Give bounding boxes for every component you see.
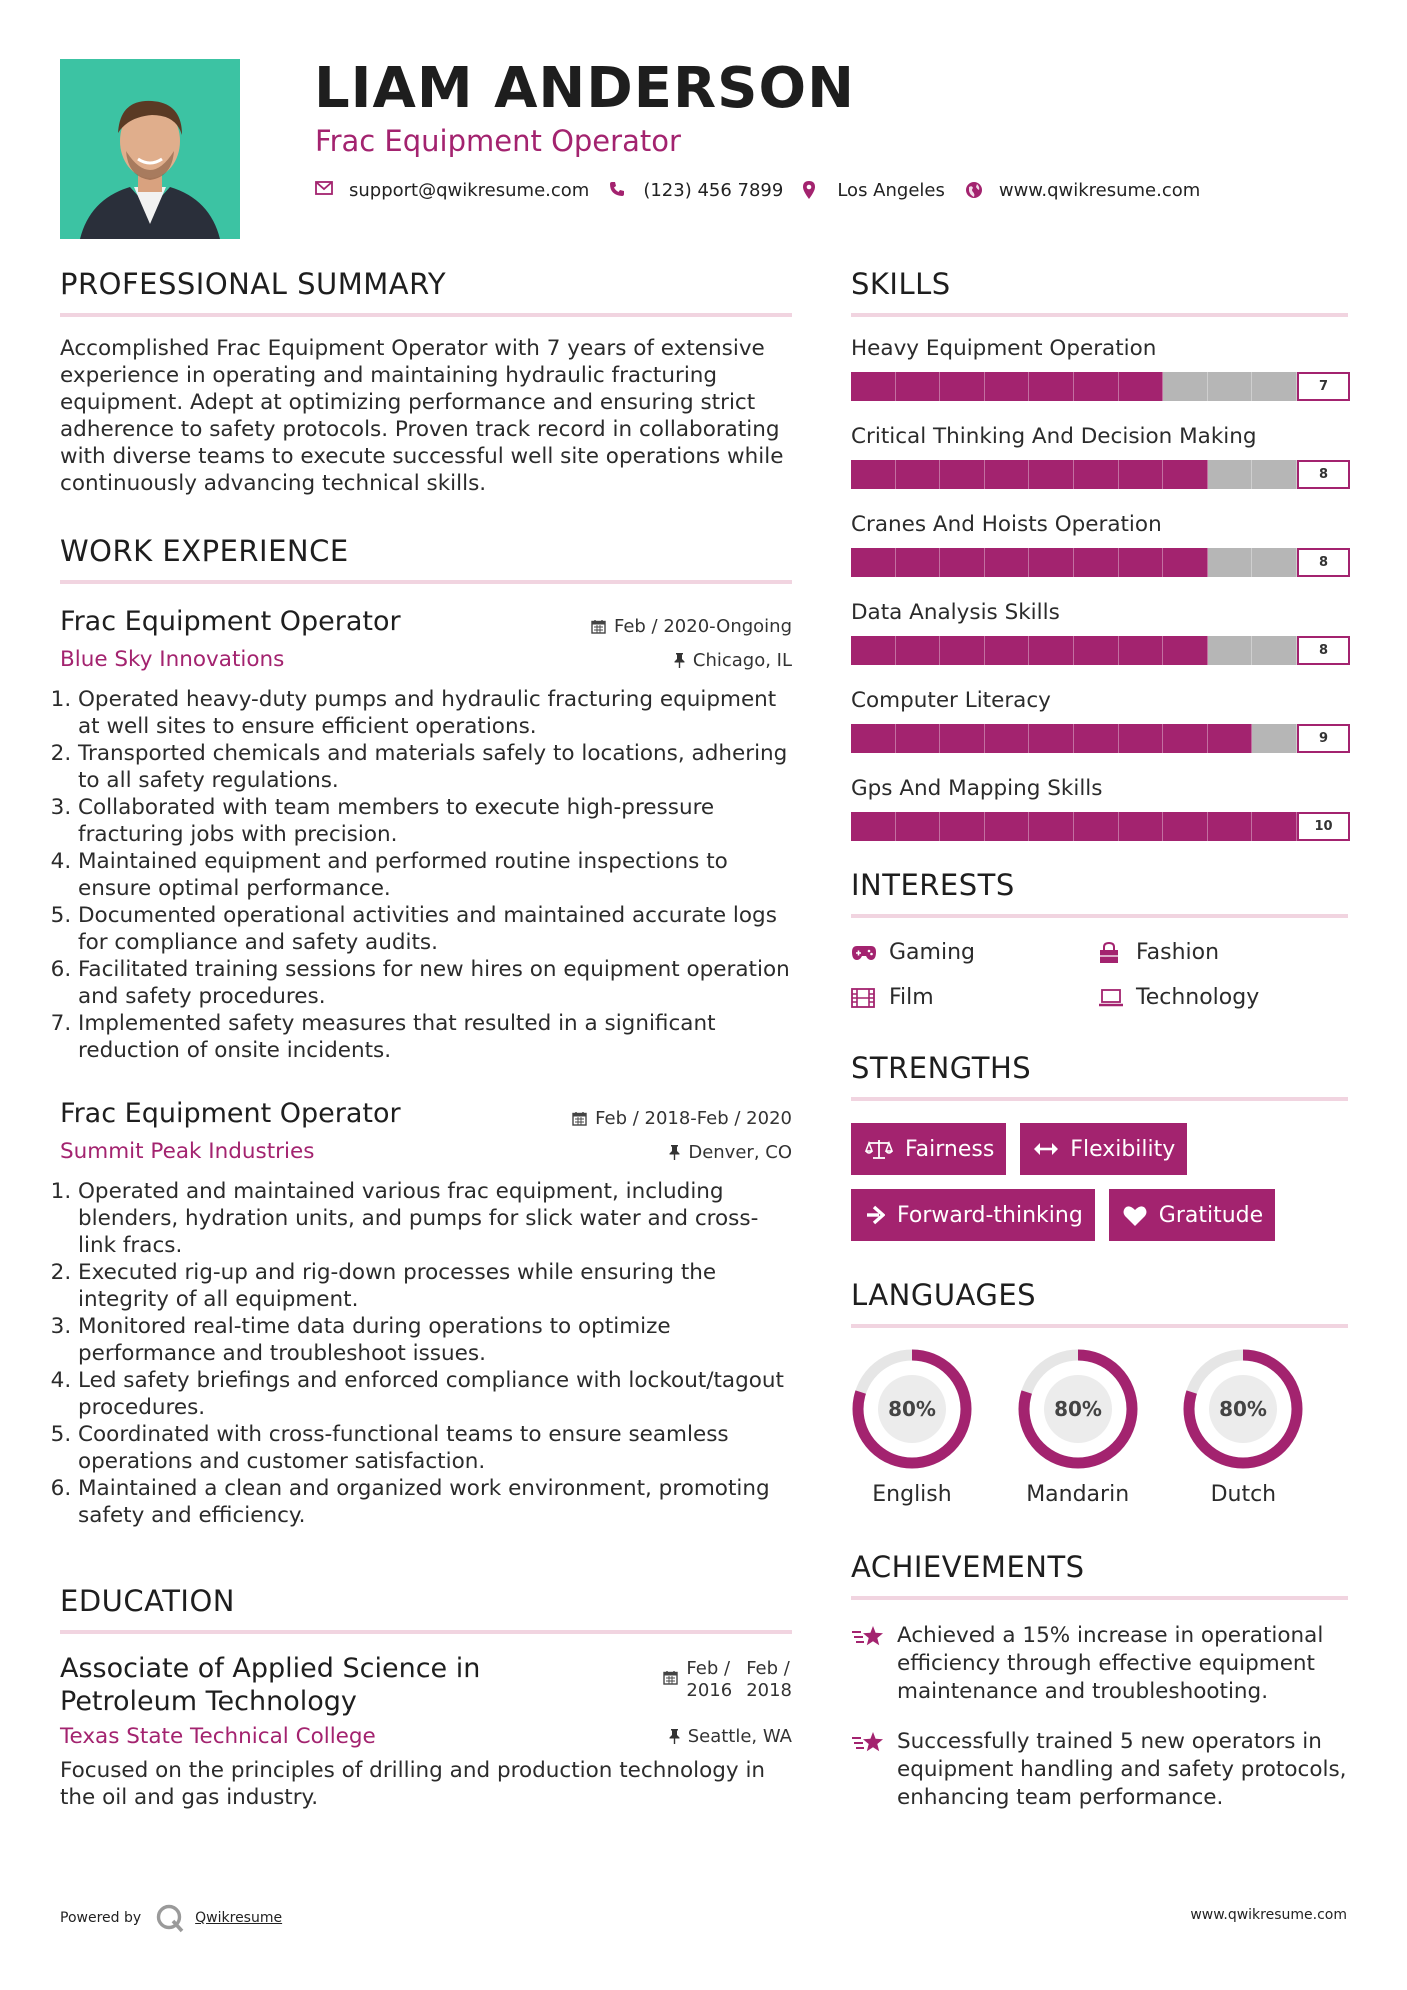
- education-section: [60, 1584, 792, 1811]
- section-divider: [851, 1097, 1348, 1101]
- strength-label: Flexibility: [1070, 1136, 1176, 1162]
- skill-bar: [851, 372, 1329, 401]
- skill-level-badge: 8: [1297, 636, 1350, 665]
- list-item: 7. Implemented safety measures that resulted in a significant reduction of onsite incidents.: [78, 1010, 792, 1064]
- education-start-month: Feb /: [686, 1658, 731, 1679]
- skill-label: Gps And Mapping Skills: [851, 776, 1103, 801]
- section-divider: [851, 1596, 1348, 1600]
- job-date-text: Feb / 2020-Ongoing: [613, 616, 792, 637]
- heart-icon: [1123, 1205, 1147, 1226]
- skill-label: Data Analysis Skills: [851, 600, 1060, 625]
- degree-line-1: Associate of Applied Science in: [60, 1653, 481, 1684]
- list-item: 5. Coordinated with cross-functional teams to ensure seamless operations and customer satisfaction.: [78, 1421, 792, 1475]
- skill-level-badge: 10: [1297, 812, 1350, 841]
- achievement-text: Achieved a 15% increase in operational efficiency through effective equipment maintenance and troubleshooting.: [897, 1623, 1324, 1704]
- pushpin-icon: [669, 1729, 680, 1744]
- contact-phone[interactable]: [609, 180, 783, 201]
- education-end: [746, 1658, 792, 1702]
- laptop-icon: [1098, 989, 1126, 1007]
- section-divider: [60, 313, 792, 317]
- section-divider: [60, 580, 792, 584]
- strength-label: Fairness: [905, 1136, 995, 1162]
- interests-grid: [851, 940, 1348, 1010]
- language-item: [1182, 1348, 1348, 1507]
- job-entry: [60, 1098, 792, 1529]
- email-text: support@qwikresume.com: [349, 180, 590, 201]
- language-percent: 80%: [1053, 1397, 1102, 1421]
- arrow-right-icon: [865, 1205, 885, 1225]
- section-divider: [851, 313, 1348, 317]
- contact-bar: [315, 180, 1220, 201]
- summary-section: [60, 267, 792, 497]
- job-bullets: [60, 686, 792, 1064]
- contact-website[interactable]: [965, 180, 1200, 201]
- list-item: 3. Collaborated with team members to execute high-pressure fracturing jobs with precision.: [78, 794, 792, 848]
- calendar-icon: [591, 619, 606, 634]
- list-item: 4. Maintained equipment and performed routine inspections to ensure optimal performance.: [78, 848, 792, 902]
- skill-item: [851, 511, 1348, 577]
- calendar-icon: [572, 1111, 587, 1126]
- map-marker-icon: [803, 181, 823, 201]
- achievement-text: Successfully trained 5 new operators in equipment handling and safety protocols, enhancing team performance.: [897, 1729, 1347, 1810]
- education-description: Focused on the principles of drilling and production technology in the oil and gas industry.: [60, 1758, 766, 1810]
- education-location: [669, 1726, 792, 1747]
- education-heading: EDUCATION: [60, 1584, 236, 1618]
- contact-email[interactable]: [315, 180, 589, 201]
- shopping-bag-icon: [1098, 942, 1126, 964]
- list-item: 1. Operated heavy-duty pumps and hydraulic fracturing equipment at well sites to ensure efficient operations.: [78, 686, 792, 740]
- interest-item: [1098, 940, 1348, 965]
- language-item: [851, 1348, 1017, 1507]
- language-ring: [851, 1348, 973, 1470]
- interest-item: [851, 940, 1098, 965]
- skill-level-badge: 9: [1297, 724, 1350, 753]
- languages-heading: LANGUAGES: [851, 1278, 1037, 1312]
- experience-section: [60, 534, 792, 1529]
- job-location-text: Denver, CO: [688, 1142, 792, 1163]
- job-title: Frac Equipment Operator: [60, 1098, 401, 1129]
- skill-bar: [851, 636, 1329, 665]
- brand-link[interactable]: Qwikresume: [195, 1910, 283, 1926]
- phone-icon: [609, 181, 629, 201]
- skill-item: [851, 335, 1348, 401]
- arrows-horizontal-icon: [1034, 1142, 1058, 1156]
- education-entry: [60, 1652, 792, 1811]
- education-date: [663, 1658, 792, 1702]
- strength-tag: [851, 1123, 1006, 1175]
- list-item: 2. Transported chemicals and materials safely to locations, adhering to all safety regulations.: [78, 740, 792, 794]
- left-column: [60, 267, 792, 1811]
- interest-label: Film: [889, 985, 934, 1010]
- website-text: www.qwikresume.com: [998, 180, 1201, 201]
- company-name: Summit Peak Industries: [60, 1139, 315, 1164]
- strength-tag: [1109, 1189, 1275, 1241]
- gamepad-icon: [851, 945, 879, 961]
- job-location: [674, 650, 792, 671]
- job-date: [591, 616, 792, 637]
- skill-label: Critical Thinking And Decision Making: [851, 424, 1257, 449]
- language-name: Mandarin: [1026, 1482, 1130, 1507]
- strength-tag: [851, 1189, 1095, 1241]
- company-name: Blue Sky Innovations: [60, 647, 285, 672]
- interest-item: [851, 985, 1098, 1010]
- list-item: 4. Led safety briefings and enforced compliance with lockout/tagout procedures.: [78, 1367, 792, 1421]
- achievements-heading: ACHIEVEMENTS: [851, 1550, 1085, 1584]
- right-column: [851, 267, 1348, 1812]
- language-percent: 80%: [888, 1397, 936, 1421]
- language-name: English: [872, 1482, 952, 1507]
- education-location-text: Seattle, WA: [687, 1726, 792, 1747]
- job-location-text: Chicago, IL: [692, 650, 792, 671]
- footer-website[interactable]: www.qwikresume.com: [1190, 1907, 1347, 1923]
- phone-text: (123) 456 7899: [643, 180, 784, 201]
- interest-label: Fashion: [1136, 940, 1220, 965]
- languages-section: [851, 1278, 1348, 1507]
- strengths-section: [851, 1051, 1348, 1241]
- education-end-year: 2018: [746, 1680, 792, 1701]
- skill-item: [851, 687, 1348, 753]
- skills-list: [851, 335, 1348, 841]
- skill-label: Cranes And Hoists Operation: [851, 512, 1162, 537]
- list-item: 3. Monitored real-time data during operations to optimize performance and troubleshoot issues.: [78, 1313, 792, 1367]
- education-start: [686, 1658, 732, 1702]
- interests-heading: INTERESTS: [851, 868, 1015, 902]
- language-percent: 80%: [1219, 1397, 1268, 1421]
- degree-line-2: Petroleum Technology: [60, 1686, 357, 1717]
- job-bullets: [60, 1178, 792, 1529]
- pushpin-icon: [669, 1145, 680, 1160]
- skill-bar: [851, 724, 1329, 753]
- language-item: [1017, 1348, 1183, 1507]
- skill-level-badge: 7: [1297, 372, 1350, 401]
- skill-bar: [851, 460, 1329, 489]
- balance-scale-icon: [865, 1138, 893, 1160]
- languages-list: [851, 1348, 1348, 1507]
- achievements-section: [851, 1550, 1348, 1812]
- section-divider: [851, 1324, 1348, 1328]
- job-location: [669, 1142, 792, 1163]
- list-item: 6. Facilitated training sessions for new hires on equipment operation and safety procedures.: [78, 956, 792, 1010]
- profile-photo: [60, 59, 240, 239]
- skill-bar-ticks: [851, 460, 1297, 489]
- language-ring: [1182, 1348, 1304, 1470]
- calendar-icon: [663, 1658, 678, 1685]
- candidate-name: LIAM ANDERSON: [314, 56, 855, 121]
- shooting-star-icon: [851, 1622, 897, 1706]
- school-name: Texas State Technical College: [60, 1724, 376, 1749]
- interests-section: [851, 868, 1348, 1010]
- skill-bar: [851, 812, 1333, 841]
- achievement-item: [851, 1728, 1348, 1812]
- strength-label: Gratitude: [1158, 1202, 1264, 1228]
- skill-item: [851, 599, 1348, 665]
- contact-location: [803, 180, 945, 201]
- interest-item: [1098, 985, 1348, 1010]
- section-divider: [851, 914, 1348, 918]
- skill-bar-ticks: [851, 636, 1297, 665]
- interest-label: Gaming: [889, 940, 975, 965]
- skill-bar-ticks: [851, 372, 1297, 401]
- job-title: Frac Equipment Operator: [60, 606, 401, 637]
- skills-section: [851, 267, 1348, 841]
- strength-tag: [1020, 1123, 1187, 1175]
- globe-icon: [965, 181, 985, 201]
- achievement-item: [851, 1622, 1348, 1706]
- section-divider: [60, 1630, 792, 1634]
- summary-text: Accomplished Frac Equipment Operator with 7 years of extensive experience in operating and maintaining hydraulic fracturing equipment. Adept at optimizing performance and ensuring strict adherence to safety protocols. Proven track record in collaborating with diverse teams to execute successful well site operations while continuously advancing technical skills.: [60, 336, 784, 496]
- job-date: [572, 1108, 792, 1129]
- skill-bar: [851, 548, 1329, 577]
- skill-label: Computer Literacy: [851, 688, 1051, 713]
- list-item: 1. Operated and maintained various frac equipment, including blenders, hydration units, and pumps for slick water and cross-link fracs.: [78, 1178, 792, 1259]
- education-end-month: Feb /: [746, 1658, 790, 1679]
- list-item: 5. Documented operational activities and maintained accurate logs for compliance and safety audits.: [78, 902, 792, 956]
- pushpin-icon: [674, 653, 685, 668]
- skill-level-badge: 8: [1297, 548, 1350, 577]
- skill-item: [851, 423, 1348, 489]
- powered-by-text: Powered by: [60, 1910, 142, 1926]
- list-item: 2. Executed rig-up and rig-down processes while ensuring the integrity of all equipment.: [78, 1259, 792, 1313]
- summary-heading: PROFESSIONAL SUMMARY: [60, 267, 447, 301]
- strengths-tags: [851, 1123, 1348, 1241]
- experience-heading: WORK EXPERIENCE: [60, 534, 349, 568]
- list-item: 6. Maintained a clean and organized work environment, promoting safety and efficiency.: [78, 1475, 792, 1529]
- location-text: Los Angeles: [837, 180, 945, 201]
- interest-label: Technology: [1136, 985, 1260, 1010]
- qwikresume-logo-icon: [155, 1903, 185, 1933]
- film-icon: [851, 988, 879, 1008]
- skill-bar-ticks: [851, 812, 1297, 841]
- job-date-text: Feb / 2018-Feb / 2020: [595, 1108, 792, 1129]
- shooting-star-icon: [851, 1728, 897, 1812]
- strengths-heading: STRENGTHS: [851, 1051, 1032, 1085]
- skills-heading: SKILLS: [851, 267, 951, 301]
- education-start-year: 2016: [686, 1680, 733, 1701]
- candidate-title: Frac Equipment Operator: [315, 124, 681, 158]
- skill-level-badge: 8: [1297, 460, 1350, 489]
- language-ring: [1017, 1348, 1139, 1470]
- skill-bar-ticks: [851, 548, 1297, 577]
- skill-item: [851, 775, 1348, 841]
- strength-label: Forward-thinking: [897, 1202, 1083, 1228]
- skill-label: Heavy Equipment Operation: [851, 336, 1157, 361]
- language-name: Dutch: [1210, 1482, 1277, 1507]
- footer-powered-by: [60, 1903, 282, 1933]
- job-entry: [60, 606, 792, 1064]
- envelope-icon: [315, 181, 335, 201]
- skill-bar-ticks: [851, 724, 1297, 753]
